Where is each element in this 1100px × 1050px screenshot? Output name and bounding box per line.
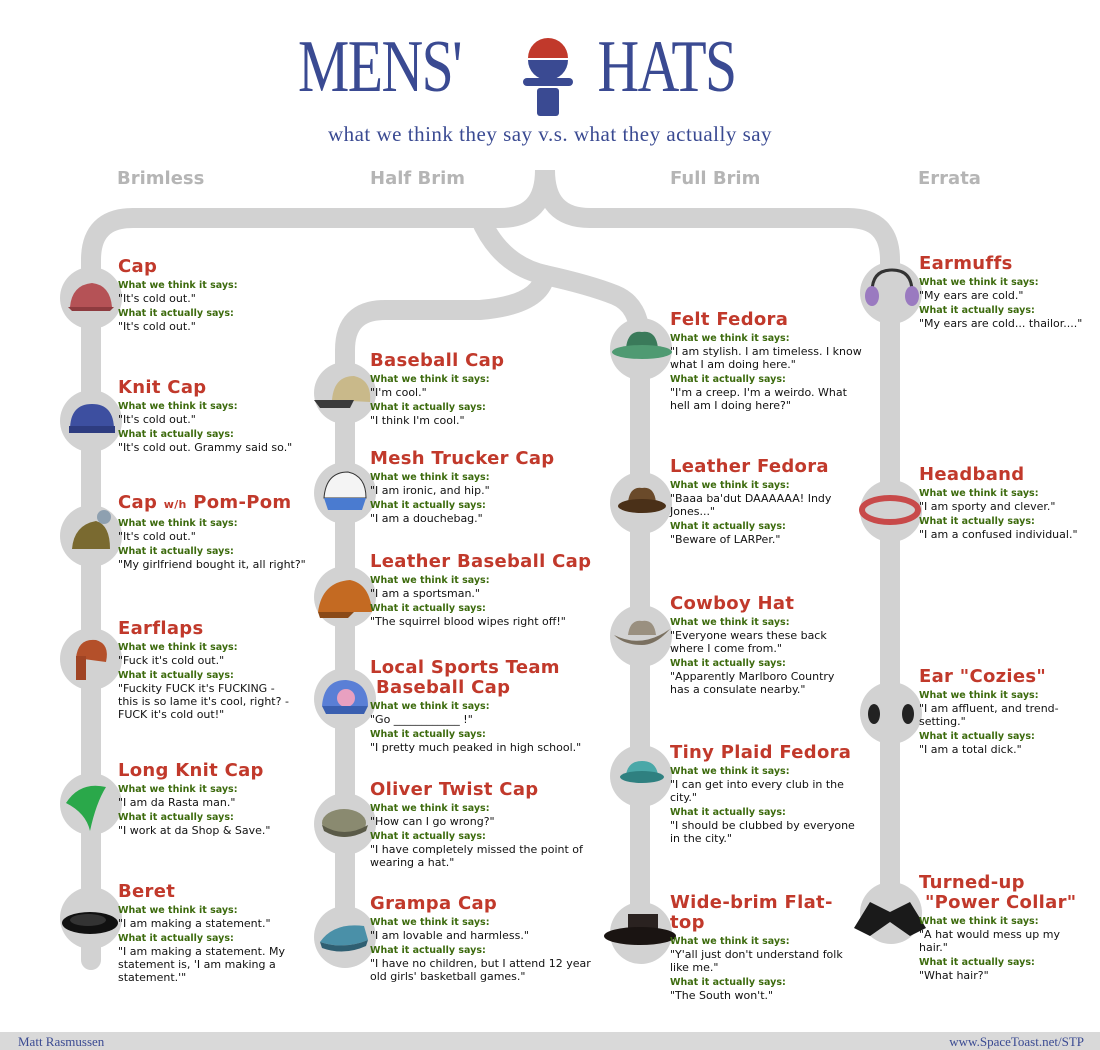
baseball-cap-icon [314, 362, 376, 424]
actual-label: What it actually says: [118, 812, 234, 823]
actual-text: "I should be clubbed by everyone in the city." [670, 819, 855, 845]
hat-name: Long Knit Cap [118, 760, 264, 781]
actual-label: What it actually says: [670, 977, 786, 988]
think-text: "It's cold out." [118, 413, 196, 426]
grampa-cap-icon [314, 906, 376, 968]
actual-text: "I am making a statement. My statement is, 'I am making a statement.'" [118, 945, 285, 984]
actual-text: "I am a douchebag." [370, 512, 483, 525]
actual-label: What it actually says: [919, 305, 1035, 316]
actual-label: What it actually says: [919, 516, 1035, 527]
actual-text: "My ears are cold... thailor...." [919, 317, 1083, 330]
think-label: What we think it says: [919, 488, 1039, 499]
actual-text: "I'm a creep. I'm a weirdo. What hell am I doing here?" [670, 386, 847, 412]
beret-icon [60, 887, 122, 949]
hat-name: Ear "Cozies" [919, 666, 1047, 687]
hat-node [610, 318, 672, 380]
actual-text: "I think I'm cool." [370, 414, 465, 427]
hat-name: Mesh Trucker Cap [370, 448, 555, 469]
hat-node [610, 472, 672, 534]
hat-node [860, 682, 922, 744]
actual-label: What it actually says: [919, 731, 1035, 742]
hat-node [610, 605, 672, 667]
think-text: "Baaa ba'dut DAAAAAA! Indy Jones..." [670, 492, 832, 518]
author-credit: Matt Rasmussen [18, 1034, 105, 1049]
pom-pom-cap-icon [60, 505, 122, 567]
hat-node [314, 906, 376, 968]
think-text: "My ears are cold." [919, 289, 1024, 302]
hat-name: Local Sports Team [370, 657, 560, 678]
headband-icon [860, 480, 922, 542]
hat-entry [670, 310, 865, 412]
actual-text: "What hair?" [919, 969, 989, 982]
hat-name: Oliver Twist Cap [370, 779, 539, 800]
actual-label: What it actually says: [118, 670, 234, 681]
hat-name: Cap [118, 256, 158, 277]
hat-name: Baseball Cap [370, 350, 505, 371]
think-label: What we think it says: [670, 480, 790, 491]
think-text: "Go ____________ !" [370, 713, 473, 726]
hat-name: Grampa Cap [370, 893, 498, 914]
think-text: "A hat would mess up my hair." [919, 928, 1060, 954]
think-label: What we think it says: [370, 472, 490, 483]
think-text: "It's cold out." [118, 530, 196, 543]
title-mens: MENS' [297, 26, 461, 108]
hat-name: Turned-up [919, 872, 1025, 893]
actual-text: "Beware of LARPer." [670, 533, 781, 546]
think-label: What we think it says: [370, 803, 490, 814]
think-label: What we think it says: [370, 575, 490, 586]
think-label: What we think it says: [118, 905, 238, 916]
power-collar-icon [860, 882, 922, 944]
hat-node [610, 902, 672, 964]
think-text: "I am a sportsman." [370, 587, 480, 600]
earflaps-icon [60, 628, 122, 690]
actual-label: What it actually says: [118, 933, 234, 944]
think-label: What we think it says: [919, 277, 1039, 288]
hat-entry [118, 493, 328, 571]
think-label: What we think it says: [670, 333, 790, 344]
cap-icon [60, 267, 122, 329]
hat-node [60, 887, 122, 949]
hat-entry [370, 894, 610, 983]
actual-label: What it actually says: [370, 402, 486, 413]
think-label: What we think it says: [370, 701, 490, 712]
long-knit-cap-icon [60, 773, 122, 835]
think-label: What we think it says: [118, 784, 238, 795]
actual-text: "It's cold out. Grammy said so." [118, 441, 293, 454]
hat-entry [118, 378, 318, 454]
actual-label: What it actually says: [670, 374, 786, 385]
hat-entry [919, 465, 1091, 541]
think-label: What we think it says: [370, 917, 490, 928]
subtitle: what we think they say v.s. what they actually say [327, 122, 773, 146]
hat-node [60, 773, 122, 835]
hat-name-line2: Baseball Cap [376, 677, 511, 698]
think-label: What we think it says: [118, 642, 238, 653]
hat-node [314, 566, 376, 628]
think-text: "I'm cool." [370, 386, 427, 399]
category-half-brim: Half Brim [370, 168, 466, 189]
think-text: "I am lovable and harmless." [370, 929, 529, 942]
think-text: "I am stylish. I am timeless. I know what I am doing here." [670, 345, 862, 371]
actual-label: What it actually says: [118, 546, 234, 557]
knit-cap-icon [60, 390, 122, 452]
think-label: What we think it says: [670, 617, 790, 628]
hat-node [314, 362, 376, 424]
think-label: What we think it says: [670, 936, 790, 947]
think-label: What we think it says: [370, 374, 490, 385]
hat-entry [919, 254, 1089, 330]
think-text: "Fuck it's cold out." [118, 654, 225, 667]
actual-label: What it actually says: [919, 957, 1035, 968]
actual-label: What it actually says: [670, 521, 786, 532]
actual-text: "I am a total dick." [919, 743, 1022, 756]
hat-name: Earflaps [118, 618, 204, 639]
actual-text: "It's cold out." [118, 320, 196, 333]
hat-entry [919, 667, 1089, 756]
hat-name: Cowboy Hat [670, 593, 795, 614]
category-brimless: Brimless [117, 168, 205, 189]
think-text: "I am sporty and clever." [919, 500, 1056, 513]
think-label: What we think it says: [919, 690, 1039, 701]
think-label: What we think it says: [118, 401, 238, 412]
actual-label: What it actually says: [670, 658, 786, 669]
hat-entry [118, 882, 308, 984]
hat-entry [370, 658, 602, 754]
actual-label: What it actually says: [118, 308, 234, 319]
hat-node [60, 628, 122, 690]
hat-node [610, 745, 672, 807]
think-text: "I am affluent, and trend-setting." [919, 702, 1059, 728]
actual-label: What it actually says: [670, 807, 786, 818]
hat-entry [118, 619, 298, 721]
think-text: "I can get into every club in the city." [670, 778, 844, 804]
hat-node [60, 390, 122, 452]
hat-name: Leather Baseball Cap [370, 551, 592, 572]
actual-label: What it actually says: [370, 729, 486, 740]
think-label: What we think it says: [670, 766, 790, 777]
hat-name: Headband [919, 464, 1025, 485]
hat-name-line2: "Power Collar" [925, 892, 1077, 913]
hat-node [60, 267, 122, 329]
hat-entry [370, 552, 600, 628]
actual-text: "I work at da Shop & Save." [118, 824, 271, 837]
plaid-fedora-icon [610, 745, 672, 807]
website-link[interactable]: www.SpaceToast.net/STP [949, 1034, 1084, 1049]
category-errata: Errata [918, 168, 981, 189]
hat-entry [370, 780, 600, 869]
earmuffs-icon [860, 262, 922, 324]
hat-entry [118, 257, 318, 333]
hat-entry [118, 761, 318, 837]
think-label: What we think it says: [919, 916, 1039, 927]
actual-text: "The squirrel blood wipes right off!" [370, 615, 566, 628]
hat-entry [919, 873, 1089, 982]
hat-entry [670, 743, 865, 845]
hat-entry [370, 351, 590, 427]
actual-text: "I pretty much peaked in high school." [370, 741, 582, 754]
leather-fedora-icon [610, 472, 672, 534]
actual-label: What it actually says: [370, 500, 486, 511]
flat-top-hat-icon [610, 902, 672, 964]
hat-name: Wide-brim Flat-top [670, 892, 833, 933]
think-text: "I am making a statement." [118, 917, 271, 930]
actual-label: What it actually says: [118, 429, 234, 440]
actual-text: "My girlfriend bought it, all right?" [118, 558, 306, 571]
category-full-brim: Full Brim [670, 168, 761, 189]
hat-name: Tiny Plaid Fedora [670, 742, 852, 763]
actual-text: "Fuckity FUCK it's FUCKING - this is so lame it's cool, right? - FUCK it's cold out!" [118, 682, 289, 721]
actual-label: What it actually says: [370, 603, 486, 614]
hat-name: Knit Cap [118, 377, 207, 398]
think-text: "I am ironic, and hip." [370, 484, 490, 497]
think-text: "How can I go wrong?" [370, 815, 495, 828]
actual-text: "I have no children, but I attend 12 year old girls' basketball games." [370, 957, 591, 983]
actual-text: "Apparently Marlboro Country has a consulate nearby." [670, 670, 835, 696]
hat-name: Cap w/h Pom-Pom [118, 492, 292, 513]
hat-node [60, 505, 122, 567]
hat-node [860, 262, 922, 324]
hat-node [314, 668, 376, 730]
hat-node [314, 793, 376, 855]
hat-node [860, 480, 922, 542]
leather-baseball-cap-icon [314, 566, 376, 628]
hat-name: Earmuffs [919, 253, 1013, 274]
hat-entry [670, 594, 855, 696]
hat-node [860, 882, 922, 944]
hat-entry [670, 457, 860, 546]
footer-bar [0, 1032, 1100, 1050]
think-text: "Everyone wears these back where I come from." [670, 629, 827, 655]
think-label: What we think it says: [118, 518, 238, 529]
person-logo-icon [523, 36, 573, 118]
actual-label: What it actually says: [370, 831, 486, 842]
hat-entry [670, 893, 865, 1002]
ear-cozies-icon [860, 682, 922, 744]
sports-team-cap-icon [314, 668, 376, 730]
think-text: "Y'all just don't understand folk like me." [670, 948, 843, 974]
oliver-twist-cap-icon [314, 793, 376, 855]
actual-label: What it actually says: [370, 945, 486, 956]
think-label: What we think it says: [118, 280, 238, 291]
cowboy-hat-icon [610, 605, 672, 667]
think-text: "I am da Rasta man." [118, 796, 236, 809]
hat-entry [370, 449, 590, 525]
title-hats: HATS [597, 26, 736, 108]
felt-fedora-icon [610, 318, 672, 380]
actual-text: "The South won't." [670, 989, 774, 1002]
hat-name: Felt Fedora [670, 309, 789, 330]
think-text: "It's cold out." [118, 292, 196, 305]
actual-text: "I have completely missed the point of wearing a hat." [370, 843, 583, 869]
actual-text: "I am a confused individual." [919, 528, 1078, 541]
hat-name: Leather Fedora [670, 456, 829, 477]
hat-name: Beret [118, 881, 176, 902]
